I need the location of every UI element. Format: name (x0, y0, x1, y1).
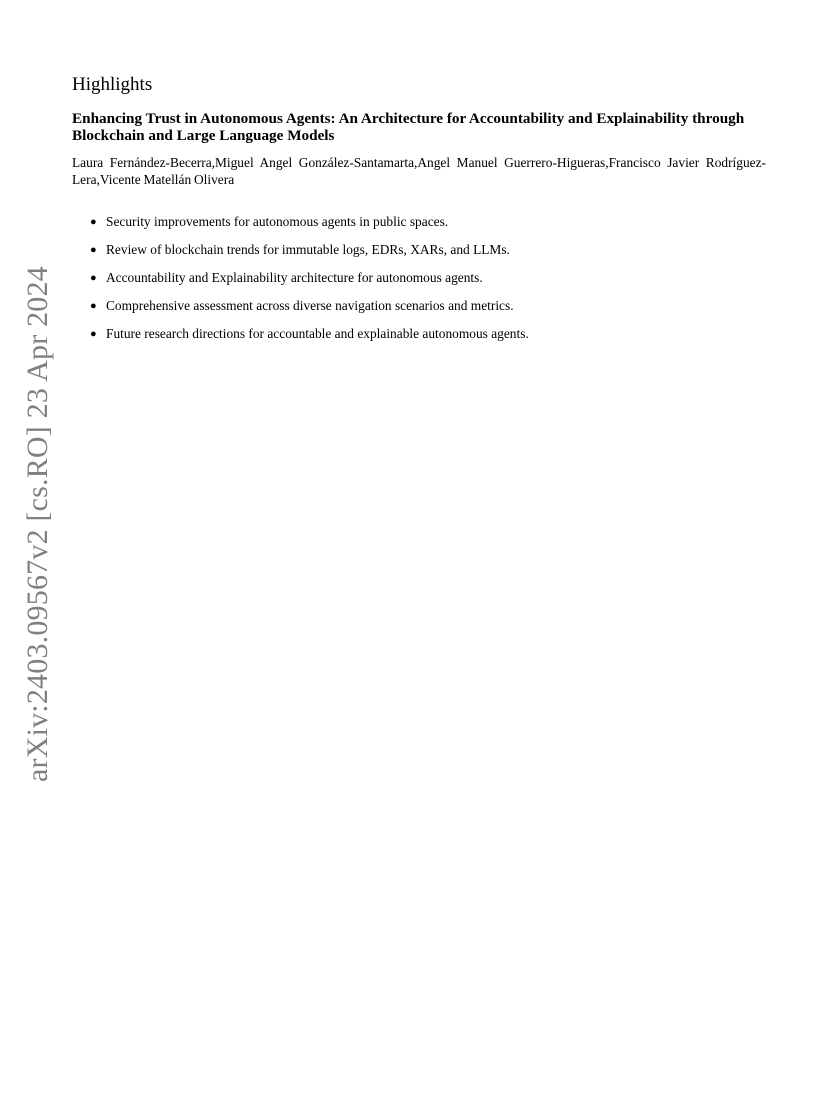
highlight-item (90, 213, 770, 231)
highlights-list (90, 213, 770, 353)
author-list: Laura Fernández-Becerra,Miguel Angel González-Santamarta,Angel Manuel Guerrero-Higueras,Francisco Javier Rodríguez-Lera,Vicente Matellán Olivera (72, 155, 766, 187)
highlights-heading: Highlights (72, 74, 153, 95)
bullet-icon: ● (90, 244, 97, 256)
highlight-item (90, 269, 770, 287)
highlight-text: Comprehensive assessment across diverse navigation scenarios and metrics. (106, 298, 514, 313)
arxiv-identifier-stamp: arXiv:2403.09567v2 [cs.RO] 23 Apr 2024 (21, 266, 54, 782)
highlight-text: Future research directions for accountable and explainable autonomous agents. (106, 326, 529, 341)
highlight-text: Review of blockchain trends for immutable logs, EDRs, XARs, and LLMs. (106, 242, 510, 257)
highlight-text: Accountability and Explainability architecture for autonomous agents. (106, 270, 483, 285)
highlight-item (90, 297, 770, 315)
bullet-icon: ● (90, 272, 97, 284)
highlight-item (90, 325, 770, 343)
paper-title: Enhancing Trust in Autonomous Agents: An Architecture for Accountability and Explainability through Blockchain and Large Language Models (72, 110, 745, 144)
bullet-icon: ● (90, 300, 97, 312)
highlight-text: Security improvements for autonomous agents in public spaces. (106, 214, 449, 229)
highlight-item (90, 241, 770, 259)
bullet-icon: ● (90, 216, 97, 228)
bullet-icon: ● (90, 328, 97, 340)
